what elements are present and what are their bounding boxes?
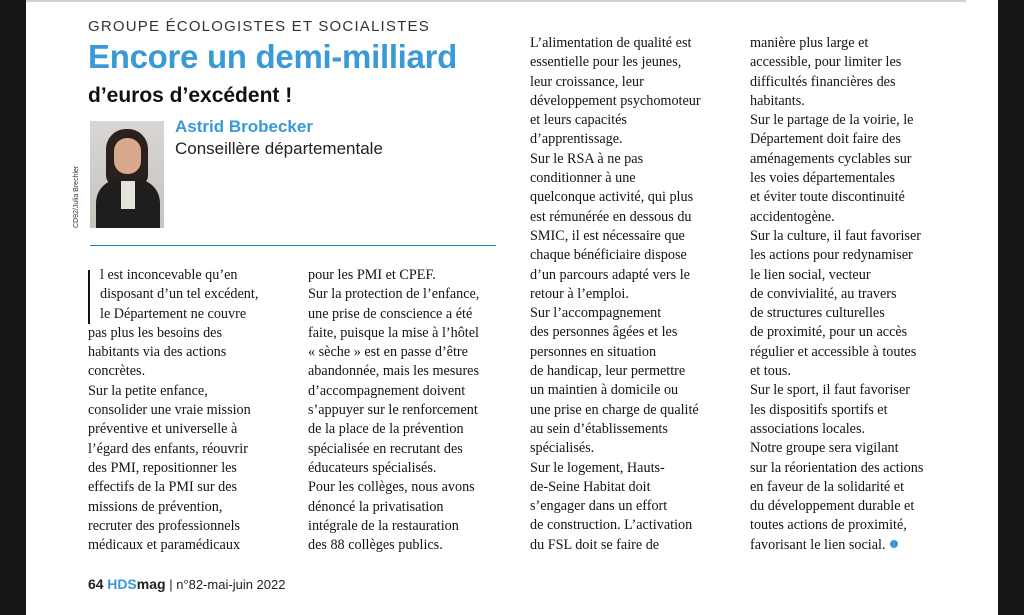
text-column-4: [750, 34, 955, 555]
column-line: toutes actions de proximité,: [750, 517, 907, 534]
column-line: personnes en situation: [530, 343, 657, 360]
column-line: habitants via des actions: [88, 344, 227, 361]
column-line: sur la réorientation des actions: [750, 459, 924, 476]
column-line: Sur la protection de l’enfance,: [308, 286, 480, 303]
author-photo: [90, 121, 164, 228]
column-line: accidentogène.: [750, 208, 835, 225]
column-line: Sur l’accompagnement: [530, 305, 662, 322]
column-line: difficultés financières des: [750, 73, 896, 90]
column-line: de la place de la prévention: [308, 421, 464, 438]
column-line: leur croissance, leur: [530, 73, 644, 90]
column-line: et tous.: [750, 363, 791, 380]
column-line: en faveur de la solidarité et: [750, 478, 905, 495]
column-line: pour les PMI et CPEF.: [308, 267, 436, 283]
column-line: habitants.: [750, 92, 805, 109]
column-line: du développement durable et: [750, 498, 915, 515]
column-line: de convivialité, au travers: [750, 285, 897, 302]
column-line: faite, puisque la mise à l’hôtel: [308, 324, 479, 341]
column-line: de construction. L’activation: [530, 517, 693, 534]
column-line: du FSL doit se faire de: [530, 536, 660, 553]
column-line: Sur le sport, il faut favoriser: [750, 382, 910, 399]
column-line: de proximité, pour un accès: [750, 324, 908, 341]
column-line: « sèche » est en passe d’être: [308, 344, 468, 361]
column-line: spécialisés.: [530, 440, 595, 457]
column-line: Sur la culture, il faut favoriser: [750, 227, 921, 244]
column-line: d’accompagnement doivent: [308, 382, 466, 399]
column-line: un maintien à domicile ou: [530, 382, 679, 399]
text-column-3: [530, 34, 735, 555]
column-line: des PMI, repositionner les: [88, 459, 237, 476]
column-line: recruter des professionnels: [88, 517, 241, 534]
column-line: Sur le partage de la voirie, le: [750, 112, 914, 129]
separator-line: [90, 245, 496, 246]
column-line: au sein d’établissements: [530, 420, 668, 437]
author-role: Conseillère départementale: [175, 139, 383, 158]
text-column-2: [308, 266, 513, 555]
column-line: une prise en charge de qualité: [530, 401, 699, 418]
page-footer: [88, 576, 285, 592]
column-line: les dispositifs sportifs et: [750, 401, 888, 418]
column-line: consolider une vraie mission: [88, 402, 251, 419]
column-line: éducateurs spécialisés.: [308, 459, 437, 476]
column-last-line: [750, 536, 955, 555]
footer-divider: |: [169, 577, 173, 592]
column-line: intégrale de la restauration: [308, 517, 459, 534]
photo-face: [114, 138, 141, 174]
article-subtitle: d’euros d’excédent !: [88, 84, 293, 107]
brand-mag: mag: [136, 576, 166, 592]
column-line: Sur la petite enfance,: [88, 382, 208, 399]
column-line: régulier et accessible à toutes: [750, 343, 917, 360]
column-line: effectifs de la PMI sur des: [88, 479, 238, 496]
column-line: le Département ne couvre: [100, 305, 247, 322]
page-number: 64: [88, 576, 104, 592]
magazine-page: [26, 0, 998, 615]
column-line: est rémunérée en dessous du: [530, 208, 692, 225]
column-line: missions de prévention,: [88, 498, 223, 515]
column-line: des personnes âgées et les: [530, 324, 678, 341]
column-line: de structures culturelles: [750, 305, 885, 322]
column-line: quelconque activité, qui plus: [530, 189, 694, 206]
column-line: dénoncé la privatisation: [308, 498, 444, 515]
column-line: aménagements cyclables sur: [750, 150, 912, 167]
column-line: disposant d’un tel excédent,: [100, 286, 259, 303]
article-title: Encore un demi-milliard: [88, 38, 458, 75]
column-line: SMIC, il est nécessaire que: [530, 227, 685, 244]
column-line: Sur le logement, Hauts-: [530, 459, 665, 476]
column-line: pas plus les besoins des: [88, 324, 222, 341]
text-column-1: [88, 266, 293, 555]
column-line: de handicap, leur permettre: [530, 363, 686, 380]
column-line: développement psychomoteur: [530, 92, 701, 109]
column-line: les voies départementales: [750, 170, 895, 187]
column-line: concrètes.: [88, 363, 146, 380]
photo-credit: CD92/Julia Brechler: [73, 165, 80, 228]
column-line: s’appuyer sur le renforcement: [308, 402, 478, 419]
column-line: L’alimentation de qualité est: [530, 35, 692, 51]
column-line: l’égard des enfants, réouvrir: [88, 440, 248, 457]
column-line: Département doit faire des: [750, 131, 901, 148]
column-line: de-Seine Habitat doit: [530, 478, 651, 495]
column-line: des 88 collèges publics.: [308, 537, 443, 554]
brand-hds: HDS: [107, 576, 137, 592]
column-line: essentielle pour les jeunes,: [530, 54, 682, 71]
top-rule: [26, 0, 966, 2]
photo-shirt: [121, 181, 135, 209]
column-line: une prise de conscience a été: [308, 305, 473, 322]
column-line: Notre groupe sera vigilant: [750, 440, 899, 457]
column-line: abandonnée, mais les mesures: [308, 363, 479, 380]
column-line: et éviter toute discontinuité: [750, 189, 905, 206]
column-line: Sur le RSA à ne pas: [530, 150, 644, 167]
column-line: les actions pour redynamiser: [750, 247, 913, 264]
group-kicker: GROUPE ÉCOLOGISTES ET SOCIALISTES: [88, 18, 430, 35]
column-line: d’un parcours adapté vers le: [530, 266, 690, 283]
column-line: et leurs capacités: [530, 112, 627, 129]
column-line: favorisant le lien social.: [750, 536, 886, 553]
end-mark-dot-icon: [890, 540, 898, 548]
column-line: s’engager dans un effort: [530, 498, 668, 515]
column-line: l est inconcevable qu’en: [100, 267, 238, 283]
issue-info: n°82-mai-juin 2022: [176, 577, 286, 592]
column-line: spécialisée en recrutant des: [308, 440, 463, 457]
column-line: préventive et universelle à: [88, 421, 238, 438]
column-line: manière plus large et: [750, 35, 869, 51]
column-line: accessible, pour limiter les: [750, 54, 902, 71]
column-line: Pour les collèges, nous avons: [308, 479, 475, 496]
column-line: chaque bénéficiaire dispose: [530, 247, 687, 264]
column-line: conditionner à une: [530, 170, 636, 187]
author-name: Astrid Brobecker: [175, 117, 313, 136]
column-line: médicaux et paramédicaux: [88, 537, 241, 554]
column-line: d’apprentissage.: [530, 131, 623, 148]
column-line: associations locales.: [750, 420, 866, 437]
column-line: retour à l’emploi.: [530, 285, 629, 302]
column-line: le lien social, vecteur: [750, 266, 871, 283]
